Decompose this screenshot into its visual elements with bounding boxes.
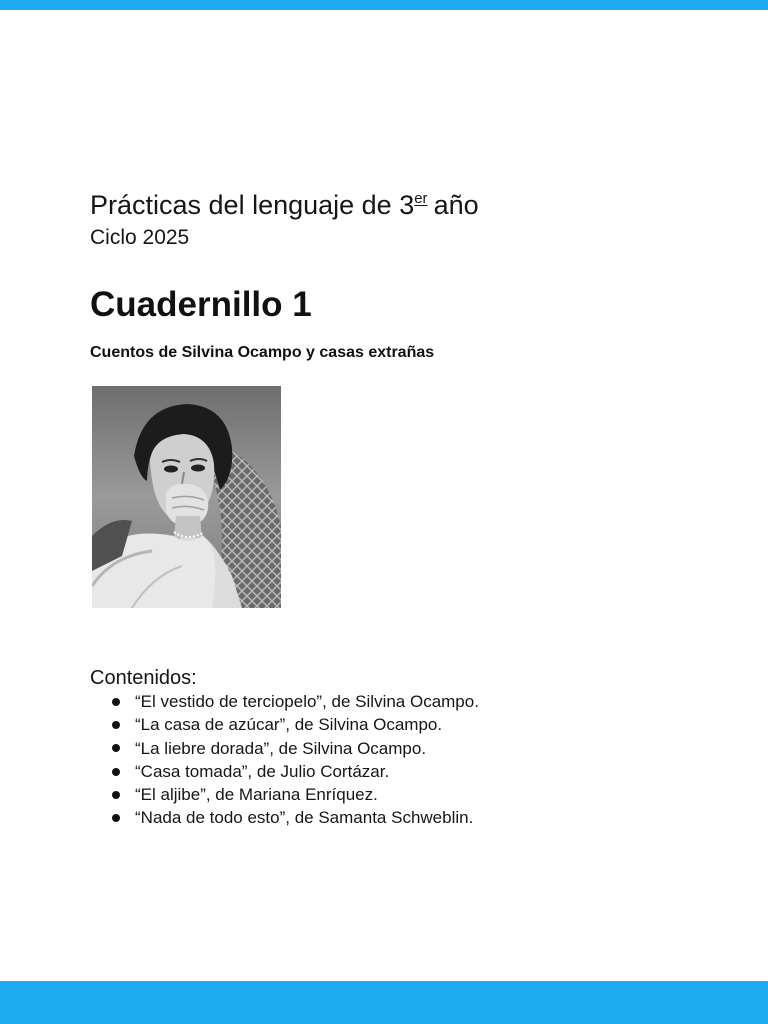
list-item	[112, 806, 479, 829]
bottom-accent-bar	[0, 981, 768, 1024]
list-item	[112, 760, 479, 783]
portrait-illustration	[92, 386, 281, 608]
list-item-text: “El vestido de terciopelo”, de Silvina Ocampo.	[135, 692, 479, 711]
booklet-subtitle: Cuentos de Silvina Ocampo y casas extrañas	[90, 344, 435, 361]
bullet-icon	[112, 744, 120, 752]
list-item-text: “Nada de todo esto”, de Samanta Schweblin.	[135, 808, 474, 828]
bullet-icon	[112, 721, 120, 729]
contents-title: Contenidos:	[90, 667, 197, 689]
list-item-text: “La casa de azúcar”, de Silvina Ocampo.	[135, 715, 443, 735]
bullet-icon	[112, 698, 120, 706]
top-accent-bar	[0, 0, 768, 10]
list-item-text: “Casa tomada”, de Julio Cortázar.	[135, 761, 390, 781]
cycle-label: Ciclo 2025	[90, 226, 190, 249]
title-end: año	[433, 190, 479, 220]
bullet-icon	[112, 814, 120, 822]
page-title	[90, 187, 479, 228]
booklet-heading: Cuadernillo 1	[90, 285, 312, 324]
list-item	[112, 783, 479, 806]
title-superscript: er	[414, 190, 428, 207]
list-item	[112, 690, 479, 713]
contents-list	[112, 690, 479, 830]
bullet-icon	[112, 791, 120, 799]
list-item-text: “El aljibe”, de Mariana Enríquez.	[135, 785, 378, 805]
author-portrait-photo	[92, 386, 281, 608]
list-item	[112, 737, 479, 760]
list-item-text: “La liebre dorada”, de Silvina Ocampo.	[135, 738, 427, 758]
title-main: Prácticas del lenguaje de 3	[90, 190, 415, 220]
bullet-icon	[112, 768, 120, 776]
list-item	[112, 713, 479, 736]
